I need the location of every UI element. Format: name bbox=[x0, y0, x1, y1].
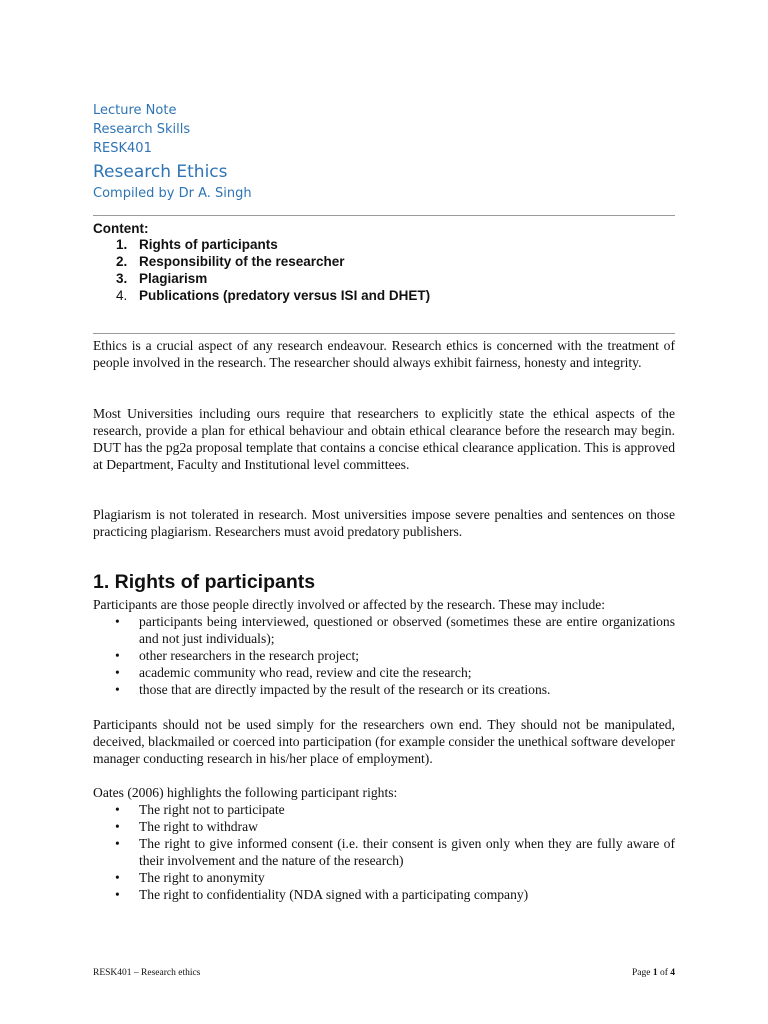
lecture-note-label: Lecture Note bbox=[93, 103, 177, 118]
section-1-heading: 1. Rights of participants bbox=[93, 571, 316, 593]
intro-paragraph-1: Ethics is a crucial aspect of any research endeavour. Research ethics is concerned with the treatment of people involved in the research. The researcher should always exhibit fairness, honesty and integrity. bbox=[93, 338, 675, 370]
content-list bbox=[93, 236, 430, 304]
list-item: • participants being interviewed, questioned or observed (sometimes these are entire organizations and not just individuals); bbox=[115, 614, 675, 646]
content-item: 3. Plagiarism bbox=[116, 271, 208, 286]
list-item: • other researchers in the research project; bbox=[115, 648, 360, 663]
content-item: 4. Publications (predatory versus ISI and DHET) bbox=[116, 288, 431, 303]
intro-paragraph-2: Most Universities including ours require that researchers to explicitly state the ethical aspects of the research, provide a plan for ethical behaviour and obtain ethical clearance before the research may begin. DUT has the pg2a proposal template that contains a concise ethical clearance application. This is approved at Department, Faculty and Institutional level committees. bbox=[93, 406, 675, 472]
course-name: Research Skills bbox=[93, 122, 191, 137]
content-divider bbox=[93, 333, 675, 334]
content-heading: Content: bbox=[93, 221, 149, 236]
list-item: • The right to withdraw bbox=[115, 819, 258, 834]
intro-paragraph-3: Plagiarism is not tolerated in research. Most universities impose severe penalties and sentences on those practicing plagiarism. Researchers must avoid predatory publishers. bbox=[93, 507, 675, 539]
section-1-intro: Participants are those people directly involved or affected by the research. These may include: bbox=[93, 597, 606, 612]
list-item: • The right to give informed consent (i.e. their consent is given only when they are fully aware of their involvement and the nature of the research) bbox=[115, 836, 675, 868]
course-code: RESK401 bbox=[93, 141, 152, 156]
list-item: • those that are directly impacted by the result of the research or its creations. bbox=[115, 682, 551, 697]
footer-course-label: RESK401 – Research ethics bbox=[93, 968, 201, 978]
section-1-paragraph-2: Participants should not be used simply for the researchers own end. They should not be manipulated, deceived, blackmailed or coerced into participation (for example consider the unethical software developer manager conducting research in his/her place of employment). bbox=[93, 717, 675, 766]
list-item: • The right to confidentiality (NDA signed with a participating company) bbox=[115, 887, 529, 902]
content-item: 1. Rights of participants bbox=[116, 237, 278, 252]
list-item: • The right to anonymity bbox=[115, 870, 265, 885]
footer-page-number: Page 1 of 4 bbox=[631, 968, 675, 978]
compiled-by: Compiled by Dr A. Singh bbox=[93, 186, 252, 201]
list-item: • The right not to participate bbox=[115, 802, 285, 817]
document-title: Research Ethics bbox=[93, 162, 228, 182]
list-item: • academic community who read, review and cite the research; bbox=[115, 665, 472, 680]
section-1-paragraph-3: Oates (2006) highlights the following participant rights: bbox=[93, 785, 398, 800]
content-item: 2. Responsibility of the researcher bbox=[116, 254, 345, 269]
rights-list bbox=[93, 801, 675, 903]
header-divider bbox=[93, 215, 675, 216]
participants-list bbox=[93, 613, 675, 698]
